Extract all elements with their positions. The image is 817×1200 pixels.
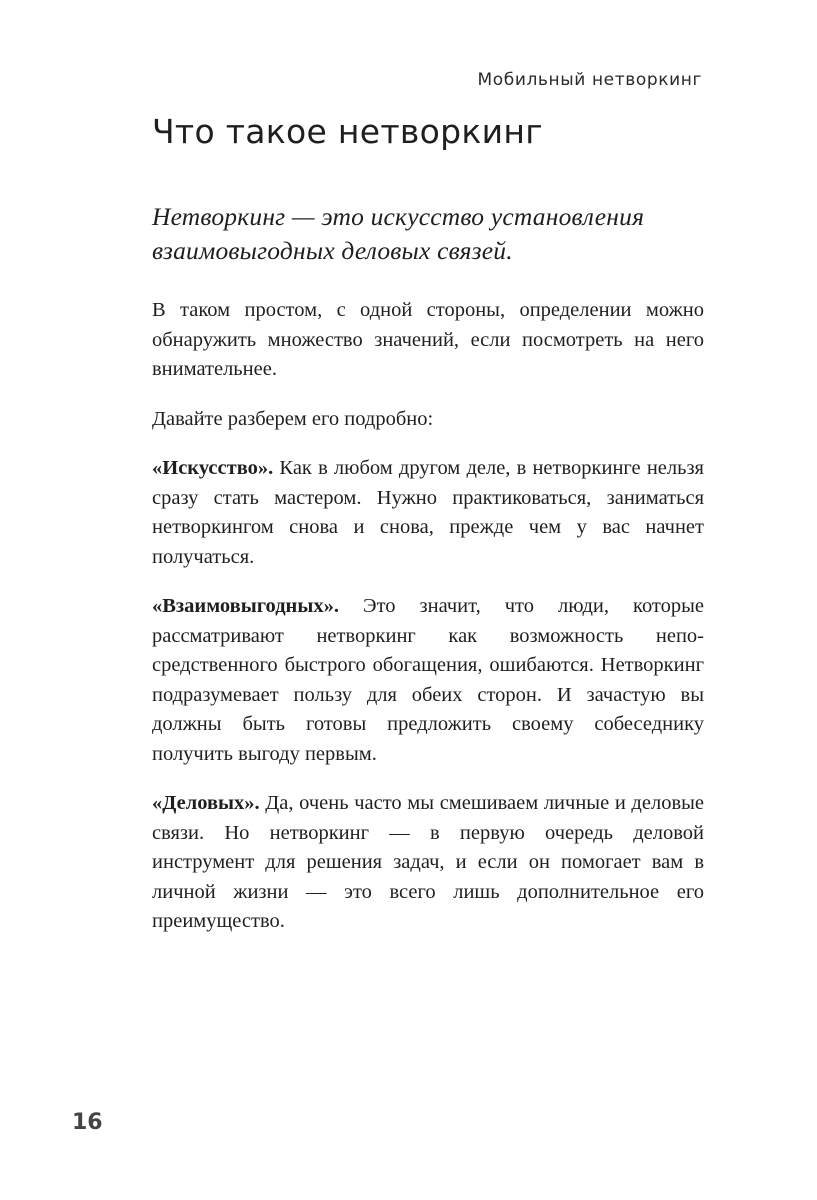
definition: Нетворкинг — это искусство установления взаимовыгодных деловых связей.	[152, 202, 645, 265]
term-label: «Взаимовыгодных».	[152, 595, 340, 617]
term-paragraph-mutual	[152, 592, 704, 769]
intro-paragraph: В таком простом, с одной стороны, определении можно обнаружить множество значений, если посмотреть на него внимательнее.	[152, 299, 704, 380]
page-title: Что такое нетворкинг	[152, 112, 543, 151]
page-number: 16	[72, 1110, 103, 1135]
term-label: «Искусство».	[152, 457, 274, 479]
term-paragraph-art	[152, 454, 704, 572]
term-text: Да, очень часто мы смешиваем личные и деловые связи. Но нетворкинг — в первую очередь деловой инструмент для решения задач, и если он помогает вам в личной жизни — это всего лишь дополнительное его преимущество.	[152, 792, 704, 932]
term-paragraph-business	[152, 789, 704, 937]
body-text	[152, 200, 704, 957]
term-text: Это значит, что люди, которые рассматривают нетворкинг как возможность непосредственного быстрого обогащения, ошибаются. Нетворкинг подразумевает пользу для обеих сторон. И зачастую вы должны быть готовы предложить своему собеседнику получить выгоду первым.	[152, 595, 704, 765]
running-header: Мобильный нетворкинг	[477, 70, 702, 90]
term-text: Как в любом другом деле, в нетворкинге нельзя сразу стать мастером. Нужно практиковаться, заниматься нетворкингом снова и снова, прежде чем у вас начнет получаться.	[152, 457, 704, 568]
term-label: «Деловых».	[152, 792, 260, 814]
lead-in-paragraph: Давайте разберем его подробно:	[152, 407, 434, 430]
